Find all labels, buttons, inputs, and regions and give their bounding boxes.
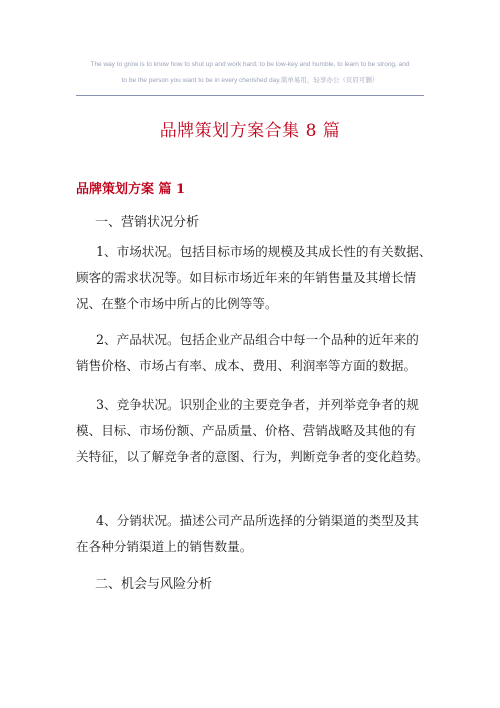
document-title: 品牌策划方案合集 8 篇 [159, 121, 341, 141]
paragraph-product-status [76, 327, 428, 379]
paragraph-competition-status [76, 392, 428, 470]
paragraph-line: 3、竞争状况。识别企业的主要竞争者，并列举竞争者的规 [96, 397, 419, 412]
page-header-line-1: The way to grow is to know how to shut up and work hard, to be low-key and humble, to learn to be strong, and [90, 61, 410, 68]
page-header-line-2: to be the person you want to be in every cherished day.简单易用，轻享办公（页眉可删） [121, 77, 379, 84]
paragraph-line: 关特征，以了解竞争者的意图、行为，判断竞争者的变化趋势。 [76, 449, 429, 464]
heading-opportunity-risk: 二、机会与风险分析 [95, 577, 213, 592]
heading-marketing-analysis: 一、营销状况分析 [95, 215, 200, 230]
paragraph-line: 在各种分销渠道上的销售数量。 [76, 539, 253, 554]
paragraph-distribution-status [76, 508, 428, 560]
paragraph-line: 销售价格、市场占有率、成本、费用、利润率等方面的数据。 [76, 358, 417, 373]
header-divider [76, 95, 424, 96]
paragraph-line: 顾客的需求状况等。如目标市场近年来的年销售量及其增长情 [76, 270, 417, 285]
paragraph-line: 模、目标、市场份额、产品质量、价格、营销战略及其他的有 [76, 423, 417, 438]
paragraph-line: 1、市场状况。包括目标市场的规模及其成长性的有关数据、 [96, 244, 432, 259]
paragraph-line: 4、分销状况。描述公司产品所选择的分销渠道的类型及其 [96, 513, 419, 528]
paragraph-market-status [76, 239, 432, 317]
paragraph-line: 2、产品状况。包括企业产品组合中每一个品种的近年来的 [96, 332, 419, 347]
paragraph-line: 况、在整个市场中所占的比例等等。 [76, 296, 278, 311]
section-title: 品牌策划方案 篇 1 [76, 182, 186, 197]
